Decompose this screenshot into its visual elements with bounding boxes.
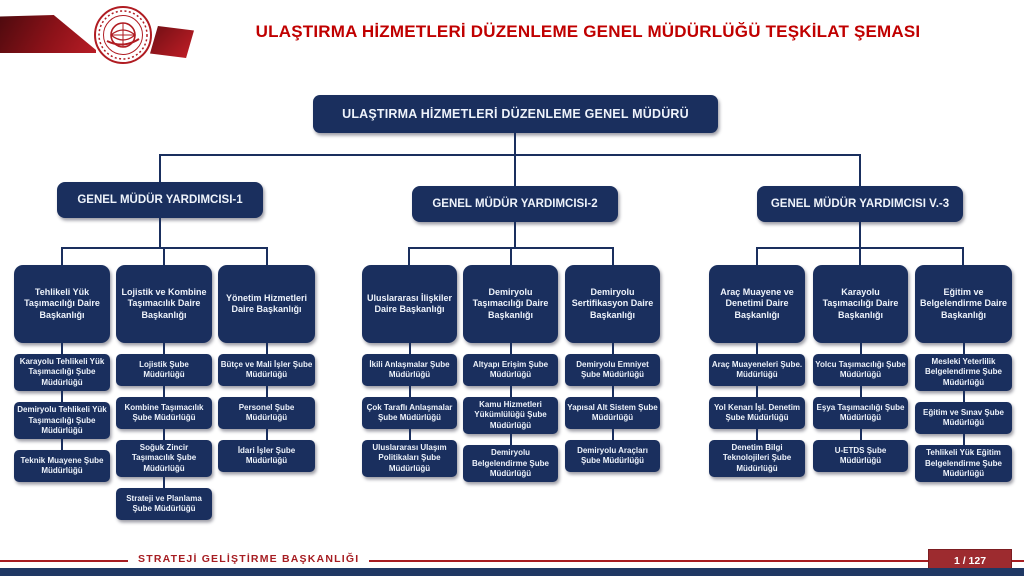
department-box: Tehlikeli Yük Taşımacılığı Daire Başkanlığı bbox=[14, 265, 110, 343]
department-box: Karayolu Taşımacılığı Daire Başkanlığı bbox=[813, 265, 908, 343]
footer-label: STRATEJİ GELİŞTİRME BAŞKANLIĞI bbox=[128, 553, 369, 565]
unit-box: Uluslararası Ulaşım Politikaları Şube Müdürlüğü bbox=[362, 440, 457, 477]
connector-stem bbox=[859, 222, 861, 249]
bottom-accent-bar bbox=[0, 568, 1024, 576]
deputy-box-3: GENEL MÜDÜR YARDIMCISI V.-3 bbox=[757, 186, 963, 222]
department-box: Yönetim Hizmetleri Daire Başkanlığı bbox=[218, 265, 315, 343]
department-box: Araç Muayene ve Denetimi Daire Başkanlığı bbox=[709, 265, 805, 343]
header bbox=[0, 0, 1024, 70]
connector-root-stem bbox=[514, 133, 516, 155]
unit-box: Kombine Taşımacılık Şube Müdürlüğü bbox=[116, 397, 212, 429]
deputy-box-1: GENEL MÜDÜR YARDIMCISI-1 bbox=[57, 182, 263, 218]
org-column-1 bbox=[14, 265, 110, 482]
unit-box: Demiryolu Emniyet Şube Müdürlüğü bbox=[565, 354, 660, 386]
unit-box: Yolcu Taşımacılığı Şube Müdürlüğü bbox=[813, 354, 908, 386]
org-column-4 bbox=[362, 265, 457, 477]
unit-box: Strateji ve Planlama Şube Müdürlüğü bbox=[116, 488, 212, 520]
org-column-2 bbox=[116, 265, 212, 520]
page-title: ULAŞTIRMA HİZMETLERİ DÜZENLEME GENEL MÜDÜRLÜĞÜ TEŞKİLAT ŞEMASI bbox=[255, 22, 921, 41]
connector-stem bbox=[159, 218, 161, 249]
connector-stem bbox=[514, 154, 516, 187]
department-box: Demiryolu Sertifikasyon Daire Başkanlığı bbox=[565, 265, 660, 343]
unit-box: Eşya Taşımacılığı Şube Müdürlüğü bbox=[813, 397, 908, 429]
connector-stub bbox=[859, 247, 861, 265]
unit-box: Yol Kenarı İşl. Denetim Şube Müdürlüğü bbox=[709, 397, 805, 429]
unit-box: Çok Taraflı Anlaşmalar Şube Müdürlüğü bbox=[362, 397, 457, 429]
unit-box: Mesleki Yeterlilik Belgelendirme Şube Müdürlüğü bbox=[915, 354, 1012, 391]
unit-box: Soğuk Zincir Taşımacılık Şube Müdürlüğü bbox=[116, 440, 212, 477]
unit-box: Lojistik Şube Müdürlüğü bbox=[116, 354, 212, 386]
org-column-6 bbox=[565, 265, 660, 472]
connector-top-hline bbox=[159, 154, 861, 156]
deputy-box-2: GENEL MÜDÜR YARDIMCISI-2 bbox=[412, 186, 618, 222]
connector-stub bbox=[510, 247, 512, 265]
unit-box: Karayolu Tehlikeli Yük Taşımacılığı Şube Müdürlüğü bbox=[14, 354, 110, 391]
unit-box: Demiryolu Araçları Şube Müdürlüğü bbox=[565, 440, 660, 472]
unit-box: Demiryolu Tehlikeli Yük Taşımacılığı Şube Müdürlüğü bbox=[14, 402, 110, 439]
org-column-5 bbox=[463, 265, 558, 482]
department-box: Lojistik ve Kombine Taşımacılık Daire Başkanlığı bbox=[116, 265, 212, 343]
connector-stub bbox=[163, 247, 165, 265]
unit-box: Teknik Muayene Şube Müdürlüğü bbox=[14, 450, 110, 482]
connector-stub bbox=[612, 247, 614, 265]
connector-stub bbox=[756, 247, 758, 265]
connector-stem bbox=[514, 222, 516, 249]
ribbon-decoration-right bbox=[150, 26, 194, 58]
org-column-9 bbox=[915, 265, 1012, 482]
connector-stub bbox=[962, 247, 964, 265]
unit-box: Tehlikeli Yük Eğitim Belgelendirme Şube Müdürlüğü bbox=[915, 445, 1012, 482]
connector-stub bbox=[61, 247, 63, 265]
org-column-3 bbox=[218, 265, 315, 472]
unit-box: İkili Anlaşmalar Şube Müdürlüğü bbox=[362, 354, 457, 386]
unit-box: Araç Muayeneleri Şube. Müdürlüğü bbox=[709, 354, 805, 386]
connector-stub bbox=[266, 247, 268, 265]
ministry-seal-logo bbox=[93, 5, 153, 65]
unit-box: Personel Şube Müdürlüğü bbox=[218, 397, 315, 429]
ribbon-decoration-left bbox=[0, 15, 96, 53]
org-column-7 bbox=[709, 265, 805, 477]
connector-stem bbox=[859, 154, 861, 187]
unit-box: İdari İşler Şube Müdürlüğü bbox=[218, 440, 315, 472]
unit-box: Demiryolu Belgelendirme Şube Müdürlüğü bbox=[463, 445, 558, 482]
unit-box: Kamu Hizmetleri Yükümlülüğü Şube Müdürlüğü bbox=[463, 397, 558, 434]
unit-box: Altyapı Erişim Şube Müdürlüğü bbox=[463, 354, 558, 386]
department-box: Demiryolu Taşımacılığı Daire Başkanlığı bbox=[463, 265, 558, 343]
unit-box: U-ETDS Şube Müdürlüğü bbox=[813, 440, 908, 472]
department-box: Uluslararası İlişkiler Daire Başkanlığı bbox=[362, 265, 457, 343]
unit-box: Yapısal Alt Sistem Şube Müdürlüğü bbox=[565, 397, 660, 429]
page-number-badge: 1 / 127 bbox=[928, 549, 1012, 573]
department-box: Eğitim ve Belgelendirme Daire Başkanlığı bbox=[915, 265, 1012, 343]
org-column-8 bbox=[813, 265, 908, 472]
unit-box: Eğitim ve Sınav Şube Müdürlüğü bbox=[915, 402, 1012, 434]
unit-box: Bütçe ve Mali İşler Şube Müdürlüğü bbox=[218, 354, 315, 386]
connector-stem bbox=[159, 154, 161, 183]
root-box: ULAŞTIRMA HİZMETLERİ DÜZENLEME GENEL MÜDÜRÜ bbox=[313, 95, 718, 133]
connector-stub bbox=[408, 247, 410, 265]
unit-box: Denetim Bilgi Teknolojileri Şube Müdürlüğü bbox=[709, 440, 805, 477]
